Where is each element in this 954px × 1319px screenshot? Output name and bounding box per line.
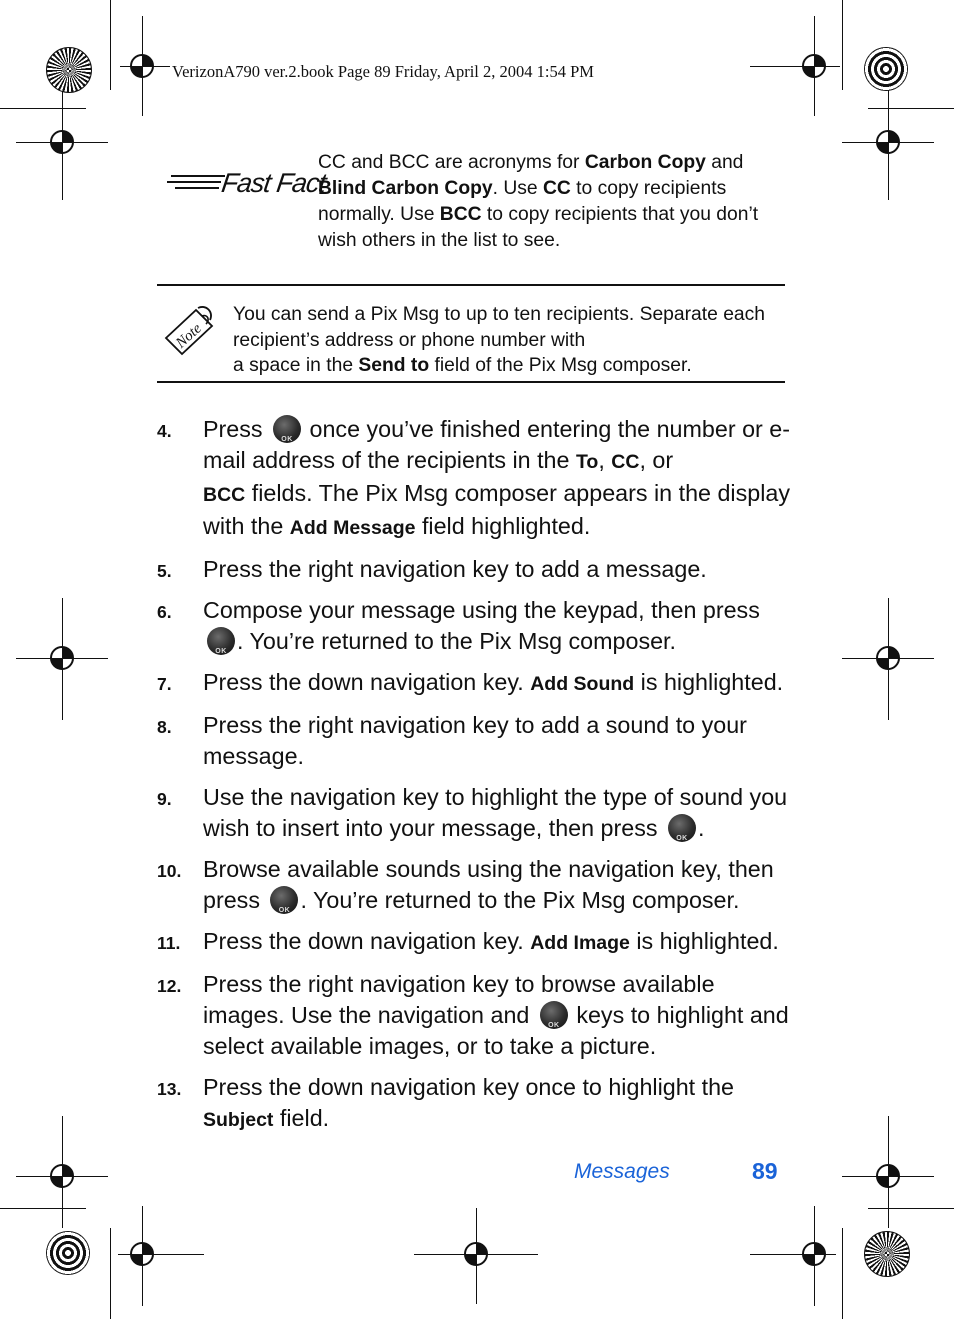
note-bottom-rule [157, 381, 785, 383]
ok-key-icon [270, 886, 298, 914]
list-item: 8. Press the right navigation key to add a sound to your message. [157, 712, 747, 769]
note-icon [160, 302, 218, 356]
list-item: 6. Compose your message using the keypad, then press OK. You’re returned to the Pix Msg composer. [157, 595, 797, 657]
note-text: You can send a Pix Msg to up to ten recipients. Separate each recipient’s address or phone number with a space in the Send to field of the Pix Msg composer. [233, 304, 766, 376]
fast-fact-text: CC and BCC are acronyms for Carbon Copy and Blind Carbon Copy. Use CC to copy recipients normally. Use BCC to copy recipients that you don’t wish others in the list to see. [318, 152, 759, 251]
fast-fact-logo [165, 160, 328, 204]
steps-list [157, 414, 797, 1146]
list-item: 10. Browse available sounds using the navigation key, then press OK. You’re returned to the Pix Msg composer. [157, 854, 797, 916]
list-item: 9. Use the navigation key to highlight the type of sound you wish to insert into your message, then press OK. [157, 782, 797, 844]
note-top-rule [157, 284, 785, 286]
list-item: 13. Press the down navigation key once to highlight the Subject field. [157, 1074, 734, 1131]
fast-fact-logo-text: Fast Fact [219, 167, 328, 198]
ok-key-icon [207, 627, 235, 655]
list-item: 11. Press the down navigation key. Add Image is highlighted. [157, 928, 779, 954]
ok-key-icon [273, 415, 301, 443]
ok-key-icon [668, 814, 696, 842]
page-number: 89 [752, 1158, 778, 1184]
list-item: 5. Press the right navigation key to add a message. [157, 556, 707, 582]
ok-key-icon [540, 1001, 568, 1029]
starburst-mark [46, 47, 92, 93]
list-item: 7. Press the down navigation key. Add Sound is highlighted. [157, 669, 784, 695]
list-item: 4. Press OK once you’ve finished entering the number or e-mail address of the recipients in the To, CC, or BCC fields. The Pix Msg composer appears in the display with the Add Message field highlighted. [157, 414, 797, 544]
note-icon-label: Note [173, 320, 205, 352]
starburst-mark [864, 1231, 910, 1277]
concentric-mark [46, 1231, 90, 1275]
concentric-mark [864, 47, 908, 91]
list-item: 12. Press the right navigation key to browse available images. Use the navigation and OK keys to highlight and select available images, or to take a picture. [157, 969, 797, 1062]
print-header: VerizonA790 ver.2.book Page 89 Friday, April 2, 2004 1:54 PM [172, 62, 594, 81]
footer-section-title: Messages [574, 1160, 670, 1183]
